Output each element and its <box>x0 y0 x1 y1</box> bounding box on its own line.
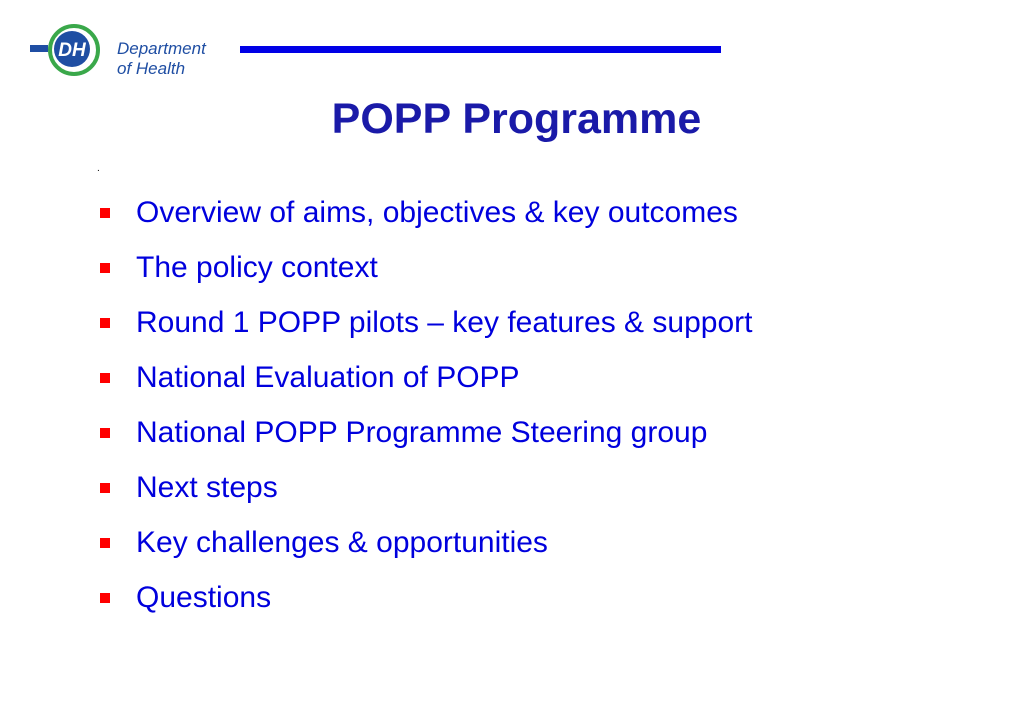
list-item <box>100 521 752 576</box>
slide-title: POPP Programme <box>331 95 702 143</box>
logo-text-department: Department <box>117 39 206 58</box>
square-bullet-icon <box>100 373 110 383</box>
list-item-text: Overview of aims, objectives & key outcomes <box>136 196 738 229</box>
list-item <box>100 576 752 631</box>
list-item-text: Key challenges & opportunities <box>136 526 548 559</box>
list-item-text: National POPP Programme Steering group <box>136 416 708 449</box>
agenda-list <box>100 191 752 631</box>
list-item-text: Round 1 POPP pilots – key features & support <box>136 306 753 339</box>
square-bullet-icon <box>100 593 110 603</box>
square-bullet-icon <box>100 483 110 493</box>
square-bullet-icon <box>100 318 110 328</box>
header-rule <box>240 46 721 53</box>
list-item <box>100 411 752 466</box>
square-bullet-icon <box>100 263 110 273</box>
list-item-text: Questions <box>136 581 272 614</box>
list-item <box>100 466 752 521</box>
logo-initials: DH <box>58 40 86 61</box>
square-bullet-icon <box>100 538 110 548</box>
square-bullet-icon <box>100 208 110 218</box>
list-item <box>100 246 752 301</box>
list-item <box>100 191 752 246</box>
stray-mark: . <box>97 163 100 174</box>
dh-emblem-icon <box>22 20 117 82</box>
square-bullet-icon <box>100 428 110 438</box>
department-of-health-logo <box>22 20 242 82</box>
logo-text-of-health: of Health <box>117 59 186 78</box>
list-item-text: National Evaluation of POPP <box>136 361 520 394</box>
list-item-text: The policy context <box>136 251 378 284</box>
list-item <box>100 356 752 411</box>
list-item <box>100 301 752 356</box>
list-item-text: Next steps <box>136 471 278 504</box>
